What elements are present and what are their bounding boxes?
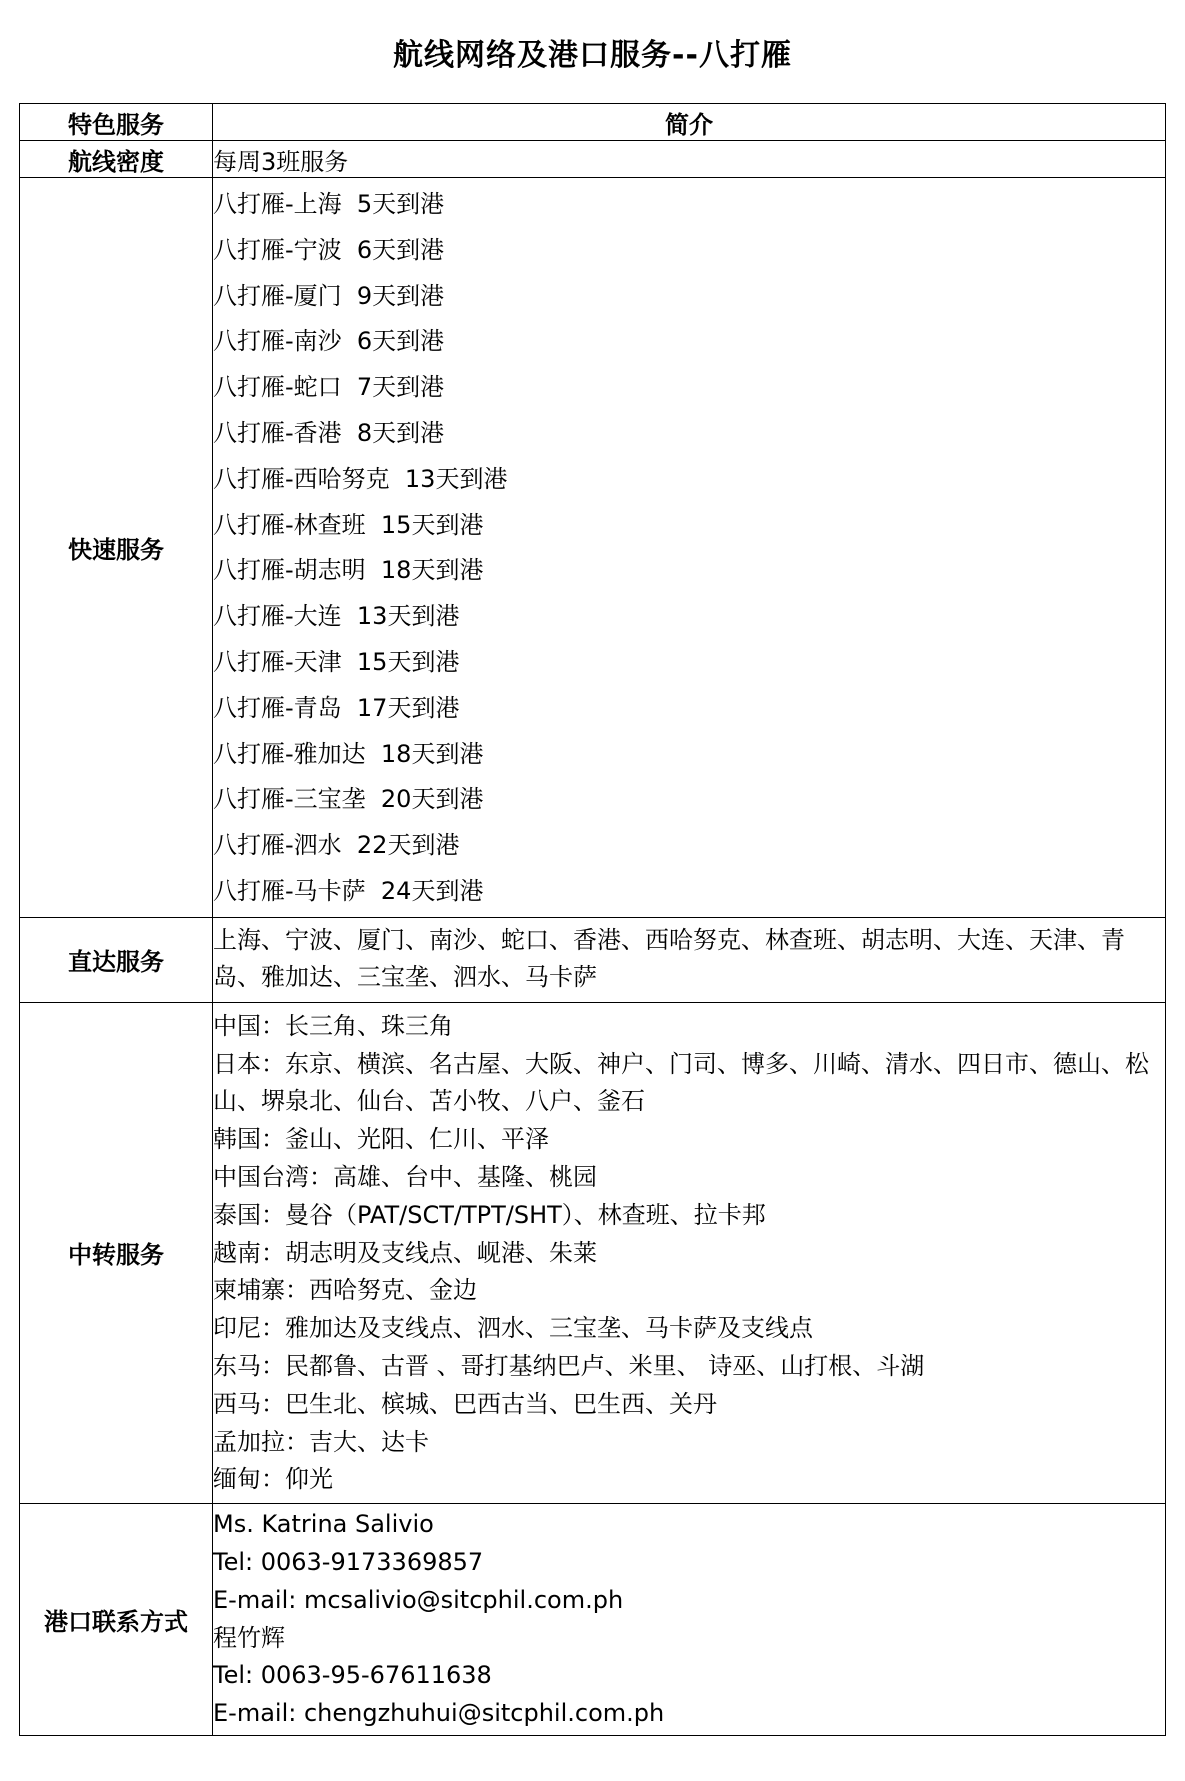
transfer-row (20, 1002, 1166, 1503)
transfer-label: 中转服务 (20, 1002, 213, 1503)
header-row (20, 104, 1166, 141)
contact-name: Ms. Katrina Salivio (213, 1510, 434, 1539)
transfer-item: 韩国：釜山、光阳、仁川、平泽 (213, 1125, 549, 1154)
express-cell (213, 178, 1166, 918)
contact-phone: Tel: 0063-95-67611638 (213, 1661, 492, 1690)
density-label: 航线密度 (20, 141, 213, 178)
transfer-item: 中国：长三角、珠三角 (213, 1011, 453, 1040)
transfer-item: 东马：民都鲁、古晋 、哥打基纳巴卢、米里、 诗巫、山打根、斗湖 (213, 1351, 925, 1380)
express-item: 八打雁-泗水 22天到港 (213, 831, 460, 860)
transfer-item: 西马：巴生北、槟城、巴西古当、巴生西、关丹 (213, 1389, 717, 1418)
express-item: 八打雁-南沙 6天到港 (213, 327, 445, 356)
express-item: 八打雁-林查班 15天到港 (213, 510, 484, 539)
transfer-item: 孟加拉：吉大、达卡 (213, 1427, 429, 1456)
express-item: 八打雁-上海 5天到港 (213, 190, 445, 218)
express-item: 八打雁-厦门 9天到港 (213, 281, 445, 310)
transfer-cell (213, 1002, 1166, 1503)
direct-row (20, 917, 1166, 1002)
direct-cell (213, 917, 1166, 1002)
express-item: 八打雁-马卡萨 24天到港 (213, 876, 484, 905)
express-label: 快速服务 (20, 178, 213, 918)
contact-email: E-mail: mcsalivio@sitcphil.com.ph (213, 1585, 624, 1614)
contact-row (20, 1504, 1166, 1736)
contact-email: E-mail: chengzhuhui@sitcphil.com.ph (213, 1699, 665, 1728)
express-item: 八打雁-蛇口 7天到港 (213, 373, 445, 402)
transfer-item: 越南：胡志明及支线点、岘港、朱莱 (213, 1238, 597, 1267)
contact-label: 港口联系方式 (20, 1504, 213, 1736)
header-intro: 简介 (213, 104, 1166, 141)
transfer-item: 柬埔寨：西哈努克、金边 (213, 1276, 477, 1305)
direct-text: 上海、宁波、厦门、南沙、蛇口、香港、西哈努克、林查班、胡志明、大连、天津、青岛、雅加达、三宝垄、泗水、马卡萨 (213, 925, 1125, 991)
express-item: 八打雁-胡志明 18天到港 (213, 556, 484, 585)
contact-list (213, 1504, 1165, 1735)
express-item: 八打雁-青岛 17天到港 (213, 693, 460, 722)
transfer-item: 中国台湾：高雄、台中、基隆、桃园 (213, 1162, 597, 1191)
express-row (20, 178, 1166, 918)
contact-cell (213, 1504, 1166, 1736)
contact-phone: Tel: 0063-9173369857 (213, 1547, 484, 1576)
density-row (20, 141, 1166, 178)
transfer-item: 印尼：雅加达及支线点、泗水、三宝垄、马卡萨及支线点 (213, 1314, 813, 1343)
express-item: 八打雁-天津 15天到港 (213, 647, 460, 676)
express-item: 八打雁-大连 13天到港 (213, 602, 460, 631)
page-title: 航线网络及港口服务--八打雁 (393, 38, 792, 73)
express-item: 八打雁-三宝垄 20天到港 (213, 785, 484, 814)
transfer-item: 泰国：曼谷（PAT/SCT/TPT/SHT）、林查班、拉卡邦 (213, 1200, 766, 1229)
services-table (19, 103, 1166, 1736)
density-text: 每周3班服务 (213, 141, 1166, 178)
express-list (213, 178, 1165, 917)
transfer-list (213, 1003, 1165, 1503)
transfer-item: 缅甸：仰光 (213, 1465, 333, 1494)
transfer-item: 日本：东京、横滨、名古屋、大阪、神户、门司、博多、川崎、清水、四日市、德山、松山、堺泉北、仙台、苫小牧、八户、釜石 (213, 1049, 1149, 1116)
express-item: 八打雁-宁波 6天到港 (213, 235, 445, 264)
express-item: 八打雁-西哈努克 13天到港 (213, 464, 508, 493)
contact-name: 程竹辉 (213, 1623, 285, 1652)
express-item: 八打雁-雅加达 18天到港 (213, 739, 484, 768)
header-feature: 特色服务 (20, 104, 213, 141)
direct-label: 直达服务 (20, 917, 213, 1002)
express-item: 八打雁-香港 8天到港 (213, 418, 445, 447)
